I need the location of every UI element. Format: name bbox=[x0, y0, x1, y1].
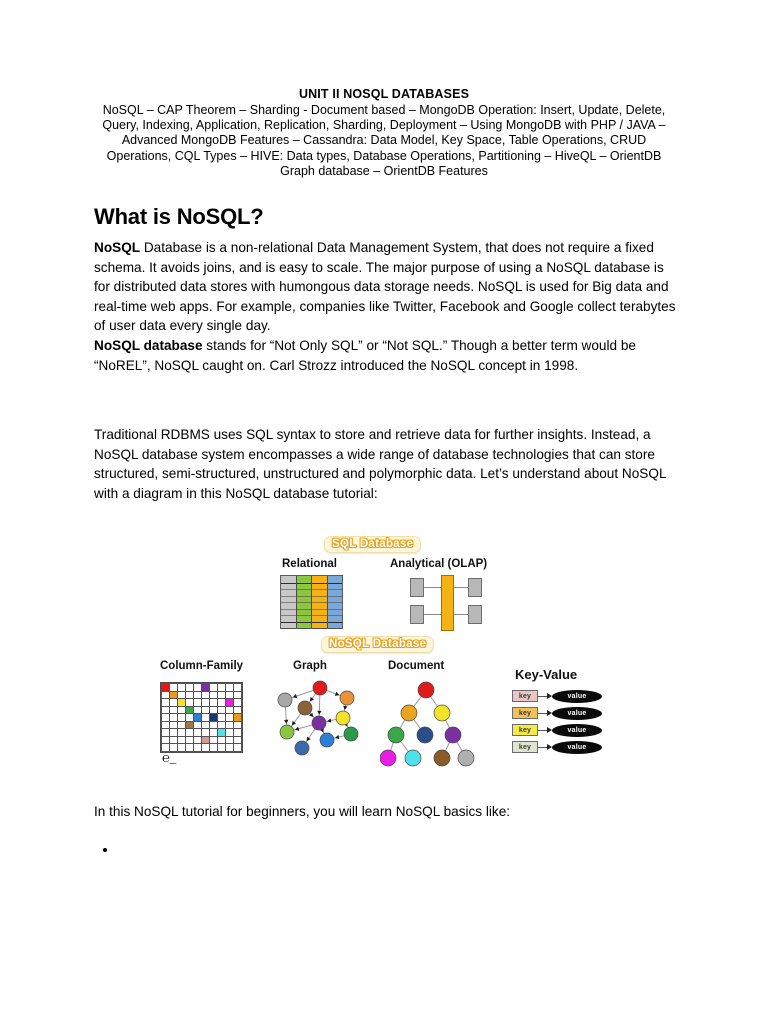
value-ellipse: value bbox=[552, 707, 602, 720]
key-value-row bbox=[512, 740, 612, 754]
key-box: key bbox=[512, 724, 538, 736]
relational-row-line bbox=[297, 602, 312, 603]
column-family-cell bbox=[186, 707, 193, 714]
relational-row-line bbox=[281, 622, 296, 623]
column-family-cell bbox=[178, 744, 185, 751]
olap-connector bbox=[424, 587, 442, 588]
graph-node bbox=[313, 681, 327, 695]
sql-database-badge: SQL Database bbox=[324, 536, 421, 553]
relational-column bbox=[328, 576, 343, 628]
paragraph-1-lead: NoSQL bbox=[94, 240, 141, 255]
column-family-cell bbox=[226, 692, 233, 699]
value-ellipse: value bbox=[552, 741, 602, 754]
olap-connector bbox=[424, 614, 442, 615]
paragraph-4: In this NoSQL tutorial for beginners, you will learn NoSQL basics like: bbox=[94, 804, 511, 819]
key-value-graphic bbox=[512, 689, 612, 757]
relational-row-line bbox=[297, 589, 312, 590]
relational-row-line bbox=[328, 583, 343, 584]
graph-node bbox=[417, 727, 433, 743]
column-family-cell bbox=[162, 722, 169, 729]
relational-column bbox=[312, 576, 328, 628]
column-family-cell bbox=[226, 699, 233, 706]
column-family-cell bbox=[210, 737, 217, 744]
column-family-cell bbox=[194, 692, 201, 699]
key-box: key bbox=[512, 707, 538, 719]
column-family-cell bbox=[226, 737, 233, 744]
graph-node bbox=[320, 733, 334, 747]
column-family-cell bbox=[178, 699, 185, 706]
column-family-cell bbox=[170, 707, 177, 714]
graph-edge-arrowhead bbox=[284, 720, 288, 724]
tutorial-paragraph bbox=[94, 802, 676, 822]
rdbms-paragraph bbox=[94, 425, 676, 503]
column-family-cell bbox=[162, 729, 169, 736]
column-family-cell bbox=[194, 714, 201, 721]
relational-row-line bbox=[297, 583, 312, 584]
relational-row-line bbox=[281, 583, 296, 584]
relational-row-line bbox=[312, 589, 327, 590]
olap-graphic bbox=[408, 575, 486, 631]
document-label: Document bbox=[388, 660, 445, 672]
column-family-cell bbox=[162, 707, 169, 714]
graph-node bbox=[380, 750, 396, 766]
column-family-cell bbox=[178, 729, 185, 736]
graph-node bbox=[434, 750, 450, 766]
column-family-cell bbox=[186, 684, 193, 691]
column-family-cell bbox=[226, 714, 233, 721]
olap-leaf bbox=[410, 578, 424, 597]
relational-row-line bbox=[312, 622, 327, 623]
column-family-graphic bbox=[160, 682, 243, 765]
column-family-cell bbox=[170, 692, 177, 699]
graph-edge-arrowhead bbox=[317, 711, 321, 715]
column-family-cell bbox=[194, 684, 201, 691]
graph-edge-arrowhead bbox=[343, 706, 347, 710]
column-family-cell bbox=[226, 684, 233, 691]
syllabus-text: NoSQL – CAP Theorem – Sharding - Document based – MongoDB Operation: Insert, Update, Delete, Query, Indexing, Application, Replication, Sharding, Deployment – Using MongoDB with PHP / JAVA – Advanced MongoDB Features – Cassandra: Data Model, Key Space, Table Operations, CRUD Operations, CQL Types – HIVE: Data types, Database Operations, Partitioning – HiveQL – OrientDB Graph database – OrientDB Features bbox=[102, 103, 666, 178]
key-value-row bbox=[512, 706, 612, 720]
column-family-cell bbox=[218, 692, 225, 699]
column-family-cell bbox=[162, 684, 169, 691]
column-family-cell bbox=[186, 722, 193, 729]
column-family-cell bbox=[218, 684, 225, 691]
column-family-cell bbox=[210, 707, 217, 714]
column-family-cell bbox=[202, 707, 209, 714]
graph-node bbox=[388, 727, 404, 743]
relational-row-line bbox=[297, 615, 312, 616]
olap-leaf bbox=[468, 578, 482, 597]
paragraph-3: Traditional RDBMS uses SQL syntax to store and retrieve data for further insights. Instead, a NoSQL database system encompasses a wide range of database technologies that can store structured, semi-structured, unstructured and polymorphic data. Let’s understand about NoSQL with a diagram in this NoSQL database tutorial: bbox=[94, 427, 666, 501]
key-value-label: Key-Value bbox=[515, 667, 578, 682]
graph-edge-arrowhead bbox=[327, 718, 331, 722]
paragraph-1 bbox=[94, 238, 676, 336]
column-family-cell bbox=[234, 707, 241, 714]
column-family-cell bbox=[210, 729, 217, 736]
graph-edge-arrowhead bbox=[292, 721, 296, 726]
graph-node bbox=[344, 727, 358, 741]
document-header bbox=[94, 86, 674, 179]
column-family-cell bbox=[234, 744, 241, 751]
document-database-graphic bbox=[380, 680, 480, 772]
column-family-cell bbox=[226, 729, 233, 736]
column-family-cell bbox=[194, 744, 201, 751]
relational-label: Relational bbox=[282, 558, 337, 570]
paragraph-2-body: stands for “Not Only SQL” or “Not SQL.” Though a better term would be “NoREL”, NoSQL caught on. Carl Strozz introduced the NoSQL concept in 1998. bbox=[94, 337, 636, 373]
graph-database-graphic bbox=[275, 676, 370, 761]
relational-row-line bbox=[281, 596, 296, 597]
column-family-cell bbox=[210, 744, 217, 751]
column-family-cell bbox=[178, 714, 185, 721]
column-family-cell bbox=[170, 699, 177, 706]
graph-node bbox=[298, 701, 312, 715]
graph-node bbox=[340, 691, 354, 705]
column-family-label: Column-Family bbox=[160, 660, 244, 672]
column-family-cell bbox=[234, 684, 241, 691]
column-family-cell bbox=[202, 722, 209, 729]
graph-edge-arrowhead bbox=[310, 697, 314, 702]
relational-row-line bbox=[281, 615, 296, 616]
unit-title: UNIT II NOSQL DATABASES bbox=[298, 87, 470, 101]
paragraph-1-body: Database is a non-relational Data Management System, that does not require a fixed schema. It avoids joins, and is easy to scale. The major purpose of using a NoSQL database is for distributed data stores with humongous data storage needs. NoSQL is used for Big data and real-time web apps. For example, companies like Twitter, Facebook and Google collect terabytes of user data every single day. bbox=[94, 240, 676, 334]
olap-connector bbox=[453, 614, 469, 615]
column-family-cell bbox=[170, 684, 177, 691]
graph-node bbox=[312, 716, 326, 730]
column-family-grid bbox=[160, 682, 243, 753]
column-family-cell bbox=[218, 722, 225, 729]
relational-row-line bbox=[297, 609, 312, 610]
column-family-cell bbox=[202, 699, 209, 706]
column-family-cell bbox=[202, 714, 209, 721]
nosql-types-figure bbox=[140, 534, 630, 779]
relational-row-line bbox=[297, 622, 312, 623]
column-family-cell bbox=[226, 744, 233, 751]
column-family-cell bbox=[218, 699, 225, 706]
graph-node bbox=[278, 693, 292, 707]
column-family-cell bbox=[234, 714, 241, 721]
relational-column bbox=[297, 576, 313, 628]
column-family-cell bbox=[210, 722, 217, 729]
relational-row-line bbox=[328, 602, 343, 603]
column-family-cell bbox=[210, 692, 217, 699]
key-box: key bbox=[512, 690, 538, 702]
column-family-cell bbox=[186, 699, 193, 706]
column-family-cell bbox=[162, 699, 169, 706]
column-family-cell bbox=[218, 737, 225, 744]
column-family-cell bbox=[186, 692, 193, 699]
graph-node bbox=[434, 705, 450, 721]
relational-row-line bbox=[328, 615, 343, 616]
relational-row-line bbox=[312, 615, 327, 616]
column-family-cell bbox=[194, 737, 201, 744]
column-family-cell bbox=[218, 729, 225, 736]
arrow-right-icon bbox=[538, 707, 552, 719]
olap-leaf bbox=[410, 605, 424, 624]
analytical-olap-label: Analytical (OLAP) bbox=[390, 558, 488, 570]
relational-row-line bbox=[312, 609, 327, 610]
arrow-right-icon bbox=[538, 741, 552, 753]
relational-row-line bbox=[297, 596, 312, 597]
column-family-cell bbox=[202, 684, 209, 691]
relational-row-line bbox=[297, 628, 312, 629]
column-family-cell bbox=[234, 737, 241, 744]
nosql-database-badge: NoSQL Database bbox=[321, 636, 434, 653]
column-family-cell bbox=[234, 729, 241, 736]
graph-edge-arrowhead bbox=[295, 727, 299, 731]
paragraph-2-lead: NoSQL database bbox=[94, 337, 203, 353]
graph-node bbox=[295, 741, 309, 755]
arrow-right-icon bbox=[538, 724, 552, 736]
graph-label: Graph bbox=[293, 660, 327, 672]
graph-edge-arrowhead bbox=[335, 735, 339, 739]
column-family-cell bbox=[170, 714, 177, 721]
column-family-cell bbox=[178, 684, 185, 691]
column-family-cell bbox=[194, 707, 201, 714]
intro-paragraph-group bbox=[94, 238, 676, 375]
relational-row-line bbox=[328, 609, 343, 610]
column-family-cell bbox=[218, 744, 225, 751]
relational-row-line bbox=[281, 609, 296, 610]
column-family-cell bbox=[170, 722, 177, 729]
olap-center-bar bbox=[441, 575, 454, 631]
column-family-cell bbox=[234, 692, 241, 699]
graph-node bbox=[458, 750, 474, 766]
list-item bbox=[118, 840, 700, 860]
graph-node bbox=[405, 750, 421, 766]
olap-connector bbox=[453, 587, 469, 588]
column-family-cell bbox=[218, 714, 225, 721]
column-family-cell bbox=[178, 737, 185, 744]
relational-row-line bbox=[312, 596, 327, 597]
column-family-cell bbox=[170, 737, 177, 744]
column-family-cell bbox=[226, 707, 233, 714]
column-family-cell bbox=[162, 737, 169, 744]
relational-table-graphic bbox=[280, 575, 343, 629]
column-family-cell bbox=[210, 684, 217, 691]
column-family-cell bbox=[234, 722, 241, 729]
relational-row-line bbox=[281, 628, 296, 629]
relational-row-line bbox=[312, 583, 327, 584]
relational-column bbox=[281, 576, 297, 628]
relational-row-line bbox=[328, 589, 343, 590]
column-family-cell bbox=[186, 744, 193, 751]
column-family-cell bbox=[202, 737, 209, 744]
topics-bullet-list bbox=[94, 840, 700, 860]
relational-row-line bbox=[328, 622, 343, 623]
column-family-cell bbox=[194, 722, 201, 729]
column-family-cell bbox=[178, 722, 185, 729]
arrow-right-icon bbox=[538, 690, 552, 702]
column-family-cell bbox=[194, 729, 201, 736]
column-family-cell bbox=[178, 692, 185, 699]
column-family-cell bbox=[226, 722, 233, 729]
relational-row-line bbox=[281, 602, 296, 603]
column-family-cell bbox=[210, 714, 217, 721]
graph-node bbox=[418, 682, 434, 698]
column-family-cell bbox=[202, 744, 209, 751]
key-value-row bbox=[512, 689, 612, 703]
column-family-cell bbox=[186, 737, 193, 744]
value-ellipse: value bbox=[552, 724, 602, 737]
key-value-row bbox=[512, 723, 612, 737]
column-family-cell bbox=[178, 707, 185, 714]
olap-leaf bbox=[468, 605, 482, 624]
graph-node bbox=[336, 711, 350, 725]
column-family-cell bbox=[186, 729, 193, 736]
relational-row-line bbox=[328, 596, 343, 597]
relational-row-line bbox=[281, 589, 296, 590]
value-ellipse: value bbox=[552, 690, 602, 703]
column-family-cell bbox=[170, 729, 177, 736]
key-box: key bbox=[512, 741, 538, 753]
page-title: What is NoSQL? bbox=[94, 204, 264, 229]
paragraph-2 bbox=[94, 336, 676, 375]
column-family-cell bbox=[210, 699, 217, 706]
column-family-cell bbox=[186, 714, 193, 721]
column-family-cell bbox=[162, 714, 169, 721]
graph-node bbox=[445, 727, 461, 743]
column-family-cell bbox=[218, 707, 225, 714]
column-family-cell bbox=[234, 699, 241, 706]
relational-row-line bbox=[312, 628, 327, 629]
relational-row-line bbox=[312, 602, 327, 603]
graph-node bbox=[401, 705, 417, 721]
relational-row-line bbox=[328, 628, 343, 629]
column-family-cell bbox=[194, 699, 201, 706]
graph-node bbox=[280, 725, 294, 739]
column-family-cell bbox=[202, 692, 209, 699]
pencil-artifact-icon: ℮_ bbox=[162, 750, 177, 765]
column-family-cell bbox=[202, 729, 209, 736]
column-family-cell bbox=[162, 692, 169, 699]
